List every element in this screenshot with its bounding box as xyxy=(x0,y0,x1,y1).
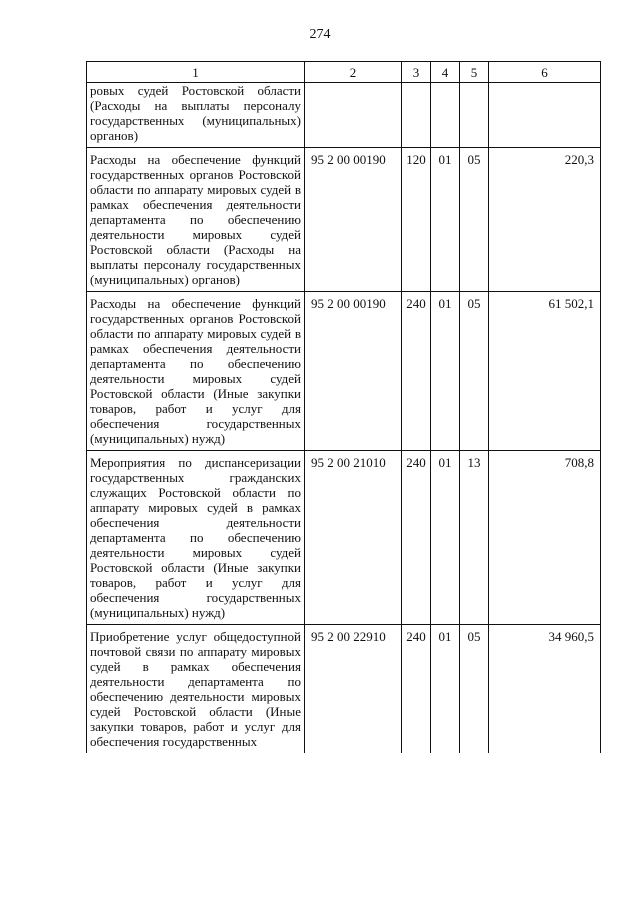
budget-table xyxy=(86,61,601,753)
header-col-1: 1 xyxy=(87,62,305,83)
row-pr: 05 xyxy=(460,292,489,451)
row-vr: 120 xyxy=(402,148,431,292)
row-code: 95 2 00 21010 xyxy=(305,451,402,625)
row-vr: 240 xyxy=(402,292,431,451)
table-row xyxy=(87,625,601,754)
table-row xyxy=(87,292,601,451)
row-name: Мероприятия по диспансеризации государственных гражданских служащих Ростовской области по аппарату мировых судей в рамках обеспечения деятельности департамента по обеспечению деятельности мировых судей Ростовской области (Иные закупки товаров, работ и услуг для обеспечения государственных (муниципальных) нужд) xyxy=(87,451,305,625)
row-pr xyxy=(460,83,489,148)
row-name: ровых судей Ростовской области (Расходы на выплаты персоналу государственных (муниципальных) органов) xyxy=(87,83,305,148)
row-pr: 05 xyxy=(460,625,489,754)
header-col-3: 3 xyxy=(402,62,431,83)
row-vr: 240 xyxy=(402,451,431,625)
row-name: Расходы на обеспечение функций государственных органов Ростовской области по аппарату мировых судей в рамках обеспечения деятельности департамента по обеспечению деятельности мировых судей Ростовской области (Расходы на выплаты персоналу государственных (муниципальных) органов) xyxy=(87,148,305,292)
row-vr: 240 xyxy=(402,625,431,754)
row-rz xyxy=(431,83,460,148)
header-col-2: 2 xyxy=(305,62,402,83)
row-rz: 01 xyxy=(431,148,460,292)
row-code xyxy=(305,83,402,148)
table-row xyxy=(87,451,601,625)
row-rz: 01 xyxy=(431,292,460,451)
row-amount xyxy=(489,83,601,148)
page-number: 274 xyxy=(309,27,331,42)
row-code: 95 2 00 00190 xyxy=(305,292,402,451)
row-amount: 61 502,1 xyxy=(489,292,601,451)
row-pr: 13 xyxy=(460,451,489,625)
row-code: 95 2 00 00190 xyxy=(305,148,402,292)
table-row xyxy=(87,83,601,148)
row-name: Расходы на обеспечение функций государственных органов Ростовской области по аппарату мировых судей в рамках обеспечения деятельности департамента по обеспечению деятельности мировых судей Ростовской области (Иные закупки товаров, работ и услуг для обеспечения государственных (муниципальных) нужд) xyxy=(87,292,305,451)
row-vr xyxy=(402,83,431,148)
row-amount: 220,3 xyxy=(489,148,601,292)
row-amount: 708,8 xyxy=(489,451,601,625)
table-row xyxy=(87,148,601,292)
row-rz: 01 xyxy=(431,451,460,625)
header-col-4: 4 xyxy=(431,62,460,83)
table-header xyxy=(87,62,601,83)
header-col-5: 5 xyxy=(460,62,489,83)
header-col-6: 6 xyxy=(489,62,601,83)
row-name: Приобретение услуг общедоступной почтовой связи по аппарату мировых судей в рамках обеспечения деятельности департамента по обеспечению деятельности мировых судей Ростовской области (Иные закупки товаров, работ и услуг для обеспечения государственных xyxy=(87,625,305,754)
row-code: 95 2 00 22910 xyxy=(305,625,402,754)
row-amount: 34 960,5 xyxy=(489,625,601,754)
row-rz: 01 xyxy=(431,625,460,754)
row-pr: 05 xyxy=(460,148,489,292)
